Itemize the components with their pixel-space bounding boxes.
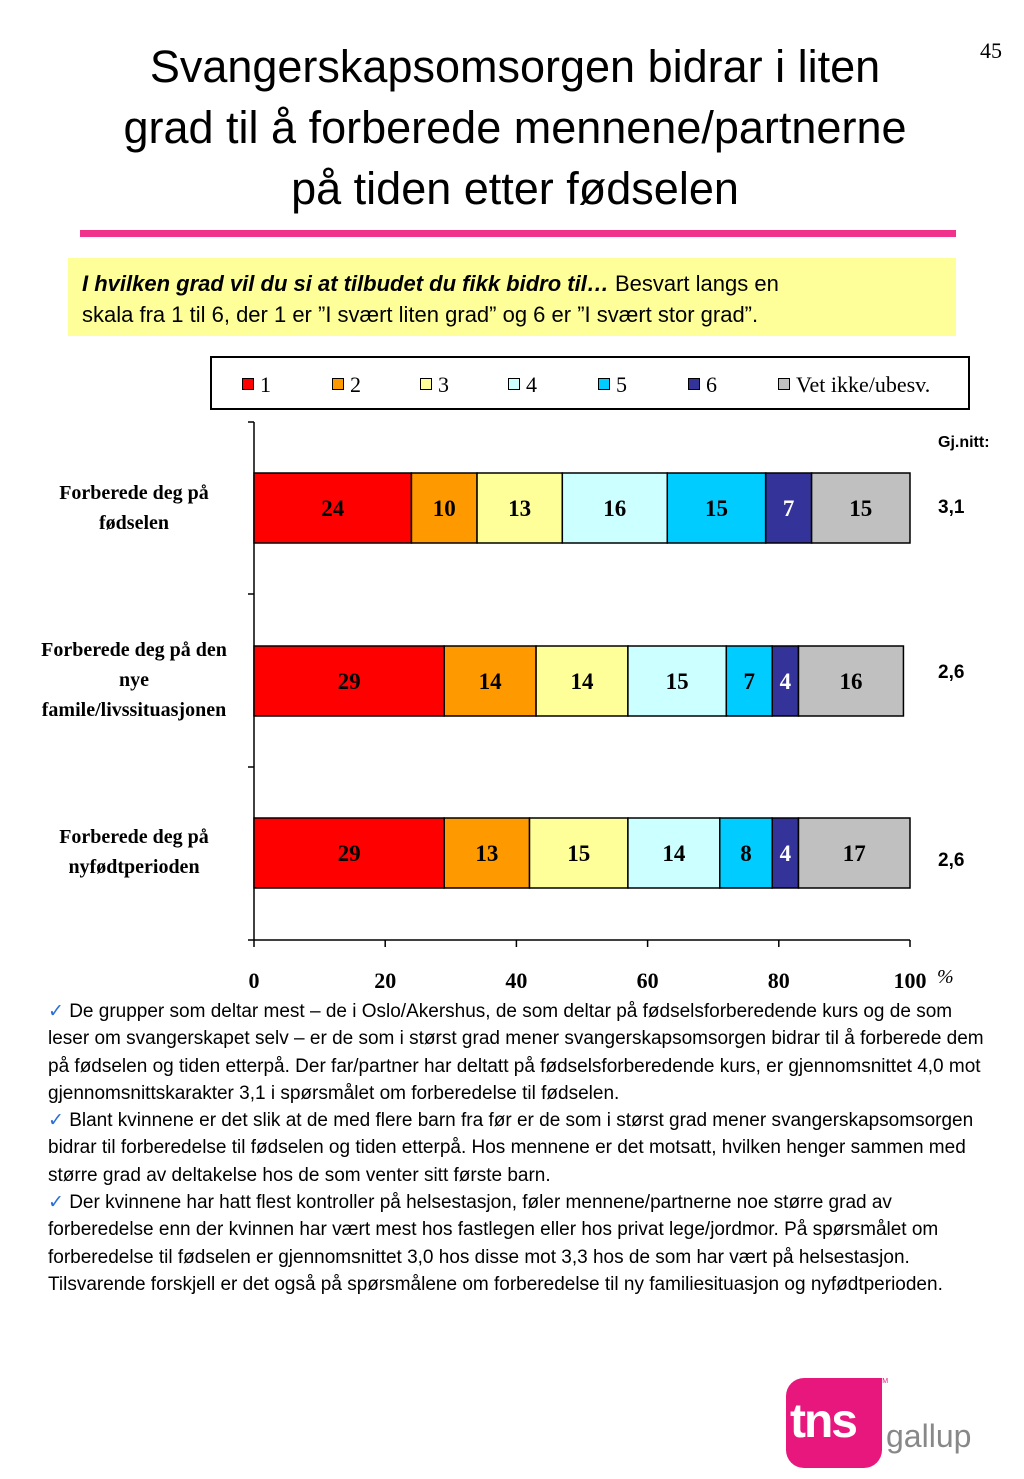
bar-data-label: 13 — [475, 841, 499, 866]
commentary — [48, 998, 988, 1298]
bar-data-label: 14 — [570, 669, 594, 694]
x-tick-label: 40 — [505, 968, 528, 993]
checkmark-icon: ✓ — [48, 1110, 64, 1132]
bar-data-label: 24 — [321, 496, 345, 521]
logo-block — [786, 1378, 882, 1468]
category-label-line: famile/livssituasjonen — [41, 699, 227, 721]
bar-data-label: 14 — [662, 841, 686, 866]
bar-data-label: 16 — [603, 496, 627, 521]
average-value-1: 3,1 — [938, 497, 965, 518]
title-line: Svangerskapsomsorgen bidrar i liten — [149, 41, 881, 92]
bar-data-label: 8 — [740, 841, 752, 866]
page-number: 45 — [980, 38, 1002, 63]
bar-data-label: 15 — [849, 496, 873, 521]
legend-label: 5 — [616, 372, 627, 397]
bar-data-label: 16 — [839, 669, 863, 694]
bar-data-label: 4 — [779, 841, 792, 866]
bar-data-label: 13 — [508, 496, 532, 521]
x-tick-label: 20 — [374, 968, 397, 993]
legend-label: 4 — [526, 372, 537, 397]
question-scale-text-2: skala fra 1 til 6, der 1 er ”I svært liten grad” og 6 er ”I svært stor grad”. — [82, 302, 759, 327]
x-tick-label: 100 — [893, 968, 927, 993]
x-tick-label: 0 — [248, 968, 260, 993]
bar-data-label: 15 — [665, 669, 689, 694]
bullet-text: Der kvinnene har hatt flest kontroller på helsestasjon, føler mennene/partnerne noe større grad av forberedelse enn der kvinnen har vært mest hos fastlegen eller hos privat lege/jordmor. På spørsmålet om forberedelse til fødselen er gjennomsnittet 3,0 hos disse mot 3,3 hos de som har vært på helsestasjon. Tilsvarende forskjell er det også på spørsmålene om forberedelse til ny familiesituasjon og nyfødtperioden. — [48, 1192, 943, 1295]
logo-mark: tns — [790, 1395, 856, 1448]
x-tick-label: 80 — [767, 968, 790, 993]
bullet-text: Blant kvinnene er det slik at de med flere barn fra før er de som i størst grad mener svangerskapsomsorgen bidrar til forberedelse til fødselen og tiden etterpå. Hos mennene er det motsatt, hvilken henger sammen med større grad av deltakelse hos de som venter sitt første barn. — [48, 1110, 974, 1186]
legend-label: Vet ikke/ubesv. — [796, 372, 931, 397]
category-label-line: Forberede deg på — [59, 482, 209, 504]
bar-data-label: 17 — [842, 841, 866, 866]
checkmark-icon: ✓ — [48, 1192, 64, 1214]
category-label-line: nyfødtperioden — [68, 856, 200, 878]
bar-data-label: 7 — [782, 496, 795, 521]
title-line: på tiden etter fødselen — [291, 163, 739, 214]
x-tick-label: 60 — [636, 968, 659, 993]
bar-data-label: 15 — [704, 496, 728, 521]
tns-gallup-logo — [786, 1378, 972, 1468]
logo-trademark: TM — [878, 1378, 889, 1385]
question-text: I hvilken grad vil du si at tilbudet du fikk bidro til… — [82, 271, 609, 296]
title-line: grad til å forberede mennene/partnerne — [123, 102, 907, 153]
legend-label: 1 — [260, 372, 271, 397]
average-value-2: 2,6 — [938, 662, 965, 683]
bar-data-label: 29 — [337, 841, 361, 866]
legend-label: 3 — [438, 372, 449, 397]
category-label-line: fødselen — [99, 512, 169, 534]
axis-unit-label: % — [937, 966, 954, 988]
average-value-3: 2,6 — [938, 850, 965, 871]
question-scale-text: Besvart langs en — [608, 271, 779, 296]
category-label-line: Forberede deg på — [59, 826, 209, 848]
bar-data-label: 7 — [743, 669, 756, 694]
bar-data-label: 10 — [432, 496, 456, 521]
checkmark-icon: ✓ — [48, 1001, 64, 1022]
bullet-paragraph — [48, 1107, 988, 1189]
bar-data-label: 29 — [337, 669, 361, 694]
bar-data-label: 4 — [779, 669, 792, 694]
bar-data-label: 14 — [478, 669, 502, 694]
bullet-text: De grupper som deltar mest – de i Oslo/Akershus, de som deltar på fødselsforberedende kurs og de som leser om svangerskapet selv – er de som i størst grad mener svangerskapsomsorgen bidrar til å forberede dem på fødselen og tiden etterpå. Der far/partner har deltatt på fødselsforberedende kurs, er gjennomsnittet 4,0 mot gjennomsnittskarakter 3,1 i spørsmålet om forberedelse til fødselen. — [48, 1001, 984, 1104]
bullet-paragraph — [48, 1189, 988, 1298]
legend-label: 2 — [350, 372, 361, 397]
legend-label: 6 — [706, 372, 717, 397]
logo-word: gallup — [886, 1418, 972, 1454]
average-header: Gj.nitt: — [938, 434, 990, 451]
category-label-line: nye — [119, 669, 149, 691]
bullet-paragraph — [48, 998, 988, 1107]
bar-data-label: 15 — [567, 841, 591, 866]
category-label-line: Forberede deg på den — [41, 639, 227, 661]
